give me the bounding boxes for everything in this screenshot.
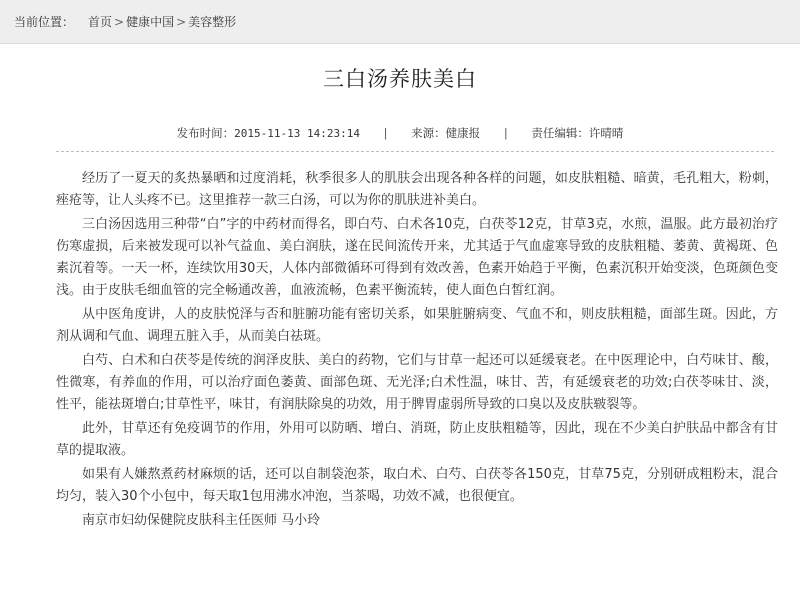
article-paragraph: 三白汤因选用三种带“白”字的中药材而得名，即白芍、白术各10克，白茯苓12克，甘草3克，水煎，温服。此方最初治疗伤寒虚损，后来被发现可以补气益血、美白润肤，遂在民间流传开来，尤其适于气血虚寒导致的皮肤粗糙、萎黄、黄褐斑、色素沉着等。一天一杯，连续饮用30天，人体内部微循环可得到有效改善，色素开始趋于平衡，色素沉积开始变淡，色斑颜色变浅。由于皮肤毛细血管的完全畅通改善，血液流畅，色素平衡流转，使人面色白皙红润。 — [56, 217, 778, 298]
editor-label: 责任编辑： — [531, 126, 589, 140]
article-meta — [0, 124, 800, 143]
article-title: 三白汤养肤美白 — [323, 67, 477, 91]
publish-time-value: 2015-11-13 14:23:14 — [234, 127, 360, 140]
author-line: 南京市妇幼保健院皮肤科主任医师 马小玲 — [82, 513, 321, 528]
meta-divider: | — [383, 126, 388, 140]
source-label: 来源： — [411, 126, 446, 140]
article-paragraph: 经历了一夏天的炙热暴晒和过度消耗，秋季很多人的肌肤会出现各种各样的问题，如皮肤粗糙、暗黄，毛孔粗大，粉刺，痤疮等，让人头疼不已。这里推荐一款三白汤，可以为你的肌肤进补美白。 — [56, 171, 778, 208]
article-body — [56, 168, 778, 534]
article-paragraph: 此外，甘草还有免疫调节的作用，外用可以防晒、增白、消斑，防止皮肤粗糙等，因此，现在不少美白护肤品中都含有甘草的提取液。 — [56, 421, 778, 458]
publish-time-label: 发布时间： — [176, 126, 235, 140]
breadcrumb-separator: > — [176, 15, 187, 29]
article-paragraph: 如果有人嫌熬煮药材麻烦的话，还可以自制袋泡茶，取白术、白芍、白茯苓各150克，甘草75克，分别研成粗粉末，混合均匀，装入30个小包中，每天取1包用沸水冲泡，当茶喝，功效不减，也很便宜。 — [56, 467, 778, 504]
breadcrumb-separator: > — [114, 15, 125, 29]
article-paragraph: 从中医角度讲，人的皮肤悦泽与否和脏腑功能有密切关系，如果脏腑病变、气血不和，则皮肤粗糙，面部生斑。因此，方剂从调和气血、调理五脏入手，从而美白祛斑。 — [56, 307, 778, 344]
breadcrumb-link-health-china[interactable]: 健康中国 — [126, 15, 175, 29]
meta-divider: | — [503, 126, 508, 140]
article-paragraph: 白芍、白术和白茯苓是传统的润泽皮肤、美白的药物，它们与甘草一起还可以延缓衰老。在中医理论中，白芍味甘、酸，性微寒，有养血的作用，可以治疗面色萎黄、面部色斑、无光泽;白术性温，味甘、苦，有延缓衰老的功效;白茯苓味甘、淡，性平，能祛斑增白;甘草性平，味甘，有润肤除臭的功效，用于脾胃虚弱所导致的口臭以及皮肤皲裂等。 — [56, 353, 778, 412]
breadcrumb-link-home[interactable]: 首页 — [88, 15, 113, 29]
breadcrumb-prefix: 当前位置： — [14, 15, 75, 29]
editor-value: 许晴晴 — [588, 126, 624, 140]
breadcrumb-link-cosmetic[interactable]: 美容整形 — [188, 15, 237, 29]
source-value: 健康报 — [445, 126, 481, 140]
breadcrumb — [0, 0, 800, 44]
meta-divider-line — [56, 151, 774, 152]
